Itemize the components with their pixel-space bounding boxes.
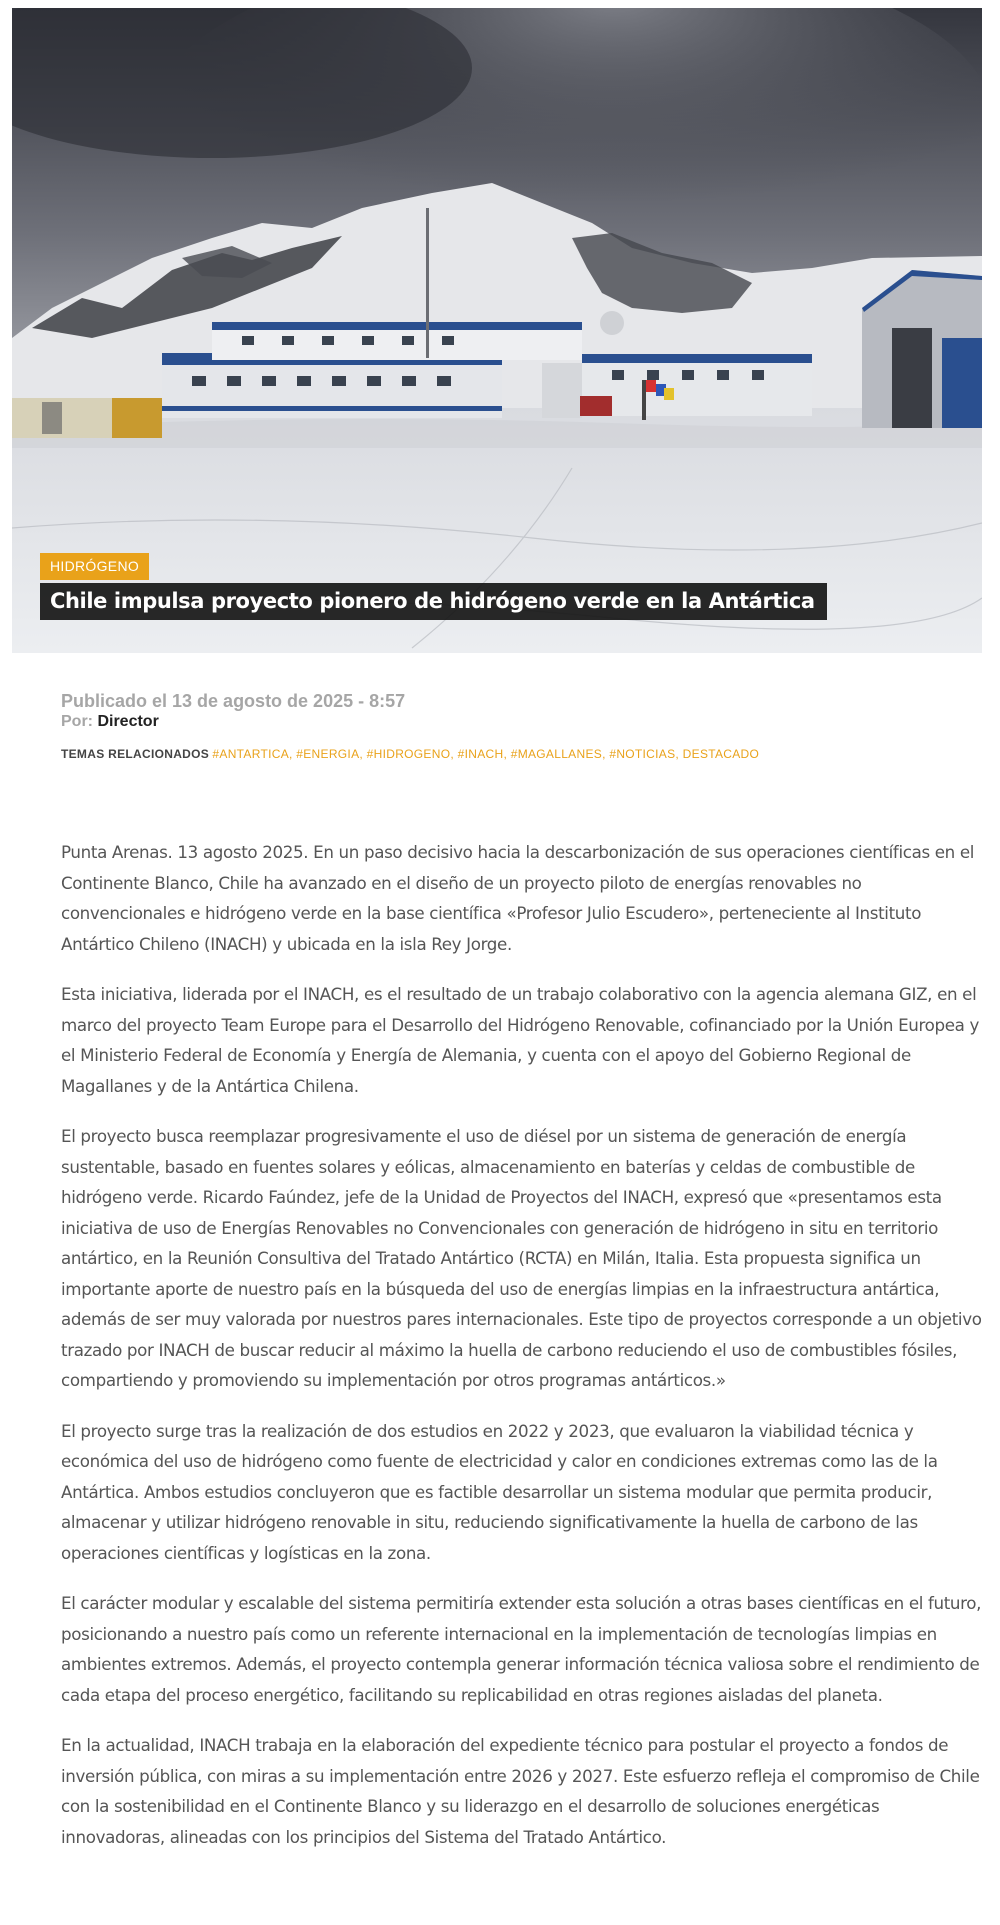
topic-link[interactable]: #ANTARTICA — [212, 747, 289, 761]
article-paragraph: El carácter modular y escalable del sistema permitiría extender esta solución a otras bases científicas en el futuro, posicionando a nuestro país como un referente internacional en la implementación de tecnologías limpias en ambientes extremos. Además, el proyecto contempla generar información técnica valiosa sobre el rendimiento de cada etapa del proceso energético, facilitando su replicabilidad en otras regiones aisladas del planeta. — [61, 1593, 982, 1705]
topic-link[interactable]: #INACH — [457, 747, 504, 761]
published-date: Publicado el 13 de agosto de 2025 - 8:57 — [61, 691, 406, 711]
topics-label: TEMAS RELACIONADOS — [61, 747, 210, 761]
antarctic-base-photo — [12, 8, 982, 653]
author-name[interactable]: Director — [97, 713, 159, 730]
article-paragraph: El proyecto surge tras la realización de dos estudios en 2022 y 2023, que evaluaron la viabilidad técnica y económica del uso de hidrógeno como fuente de electricidad y calor en condiciones extremas como las de la Antártica. Ambos estudios concluyeron que es factible desarrollar un sistema modular que permita producir, almacenar y utilizar hidrógeno renovable in situ, reduciendo significativamente la huella de carbono de las operaciones científicas y logísticas en la zona. — [61, 1420, 938, 1563]
topic-link[interactable]: #ENERGIA — [296, 747, 360, 761]
article-body — [61, 837, 983, 1872]
article-paragraph: Punta Arenas. 13 agosto 2025. En un paso decisivo hacia la descarbonización de sus operaciones científicas en el Continente Blanco, Chile ha avanzado en el diseño de un proyecto piloto de energías renovables no convencionales e hidrógeno verde en la base científica «Profesor Julio Escudero», perteneciente al Instituto Antártico Chileno (INACH) y ubicada en la isla Rey Jorge. — [61, 842, 975, 954]
author-prefix: Por: — [61, 713, 93, 730]
topic-link[interactable]: DESTACADO — [682, 747, 760, 761]
topic-list: #ANTARTICA, #ENERGIA, #HIDROGENO, #INACH, #MAGALLANES, #NOTICIAS, DESTACADO — [212, 747, 760, 761]
article-paragraph: Esta iniciativa, liderada por el INACH, es el resultado de un trabajo colaborativo con la agencia alemana GIZ, en el marco del proyecto Team Europe para el Desarrollo del Hidrógeno Renovable, cofinanciado por la Unión Europea y el Ministerio Federal de Economía y Energía de Alemania, y cuenta con el apoyo del Gobierno Regional de Magallanes y de la Antártica Chilena. — [61, 984, 980, 1096]
related-topics — [61, 746, 981, 762]
topic-link[interactable]: #HIDROGENO — [366, 747, 451, 761]
article-paragraph: El proyecto busca reemplazar progresivamente el uso de diésel por un sistema de generación de energía sustentable, basado en fuentes solares y eólicas, almacenamiento en baterías y celdas de combustible de hidrógeno verde. Ricardo Faúndez, jefe de la Unidad de Proyectos del INACH, expresó que «presentamos esta iniciativa de uso de Energías Renovables no Convencionales con generación de hidrógeno in situ en territorio antártico, en la Reunión Consultiva del Tratado Antártico (RCTA) en Milán, Italia. Esta propuesta significa un importante aporte de nuestro país en la búsqueda del uso de energías limpias en la infraestructura antártica, además de ser muy valorada por nuestros pares internacionales. Este tipo de proyectos corresponde a un objetivo trazado por INACH de buscar reducir al máximo la huella de carbono reduciendo el uso de combustibles fósiles, compartiendo y promoviendo su implementación por otros programas antárticos.» — [61, 1126, 982, 1390]
author-line — [61, 712, 981, 732]
topic-link[interactable]: #NOTICIAS — [609, 747, 676, 761]
topic-link[interactable]: #MAGALLANES — [510, 747, 603, 761]
article-title[interactable]: Chile impulsa proyecto pionero de hidrógeno verde en la Antártica — [40, 583, 827, 620]
article-meta — [61, 690, 981, 762]
hero-image[interactable] — [12, 8, 982, 653]
category-badge[interactable]: HIDRÓGENO — [40, 553, 149, 580]
article-paragraph: En la actualidad, INACH trabaja en la elaboración del expediente técnico para postular el proyecto a fondos de inversión pública, con miras a su implementación entre 2026 y 2027. Este esfuerzo refleja el compromiso de Chile con la sostenibilidad en el Continente Blanco y su liderazgo en el desarrollo de soluciones energéticas innovadoras, alineadas con los principios del Sistema del Tratado Antártico. — [61, 1735, 980, 1847]
